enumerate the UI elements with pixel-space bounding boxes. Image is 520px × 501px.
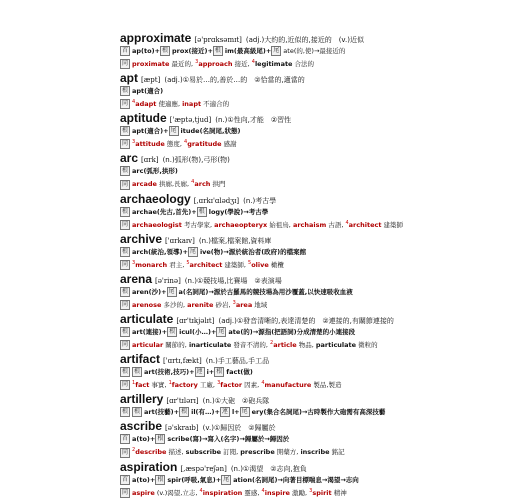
text-segment: aren(沙)+ bbox=[132, 287, 167, 296]
related-word: arenite bbox=[187, 301, 214, 310]
headword: artillery bbox=[120, 392, 164, 407]
headword-line bbox=[120, 193, 420, 207]
headword: approximate bbox=[120, 31, 192, 45]
text-segment: 事實, bbox=[149, 381, 169, 390]
text-segment: fact(做) bbox=[226, 368, 253, 377]
morpheme-icon: 尾 bbox=[170, 127, 177, 135]
row-type-icon: 根 bbox=[121, 368, 128, 376]
dictionary-entry bbox=[120, 461, 420, 499]
related-word: architect bbox=[348, 220, 382, 229]
headword: archive bbox=[120, 231, 163, 246]
row-type-icon: 同 bbox=[121, 341, 128, 349]
dictionary-entry bbox=[120, 152, 420, 190]
row-type-icon: 根 bbox=[121, 408, 128, 416]
related-word: manufacture bbox=[264, 381, 312, 390]
text-segment: il(有…)+ bbox=[191, 408, 220, 417]
text-segment: 建築師 bbox=[381, 220, 404, 229]
text-segment: 合法的 bbox=[292, 60, 315, 69]
dictionary-entry bbox=[120, 420, 420, 458]
text-segment: a(to)+ bbox=[132, 435, 156, 444]
related-word: inspire bbox=[264, 488, 290, 497]
text-segment: 使適應, bbox=[156, 100, 183, 109]
headword: archaeology bbox=[120, 191, 191, 206]
headword: ascribe bbox=[120, 419, 163, 434]
text-segment: 開藥方, bbox=[274, 448, 301, 457]
related-word: inapt bbox=[182, 100, 202, 109]
text-segment: art(連接)+ bbox=[132, 328, 168, 337]
row-type-icon: 根 bbox=[121, 207, 128, 215]
etymology-row bbox=[120, 126, 420, 137]
headword-line bbox=[120, 393, 420, 407]
phonetic: [ə'rinə] bbox=[155, 276, 181, 285]
text-segment: 激勵, bbox=[289, 488, 310, 497]
level-number: 5 bbox=[248, 259, 252, 266]
headword-line bbox=[120, 353, 420, 367]
text-segment: ery(集合名詞尾)→古時製作大砲需有高深技藝 bbox=[251, 408, 386, 417]
definition: (n.)①競技場,比賽場 ②表演場 bbox=[184, 276, 282, 285]
headword-line bbox=[120, 313, 420, 327]
text-segment: ation(名詞尾)→向著目標喘息→渴望→志向 bbox=[233, 475, 359, 484]
etymology-row bbox=[120, 97, 420, 110]
definition: (n.)手工藝品,手工品 bbox=[205, 357, 270, 366]
dictionary-entry bbox=[120, 273, 420, 311]
definition: (adj.)①易於…的,善於…的 ②恰當的,適當的 bbox=[164, 76, 305, 85]
row-type-icon: 根 bbox=[121, 247, 128, 255]
etymology-row bbox=[120, 46, 420, 57]
morpheme-icon: 根 bbox=[198, 207, 205, 215]
text-segment: legitimate bbox=[254, 60, 293, 69]
phonetic: [,æspə'reʃən] bbox=[180, 464, 227, 473]
headword-line bbox=[120, 420, 420, 434]
level-number: 2 bbox=[270, 340, 274, 347]
row-type-icon: 同 bbox=[121, 100, 128, 108]
text-segment: ap(to)+ bbox=[132, 47, 160, 55]
text-segment: 接近, bbox=[232, 60, 252, 69]
related-word: inspiration bbox=[202, 488, 243, 497]
text-segment: itude(名詞尾,狀態) bbox=[180, 127, 241, 136]
level-number: 4 bbox=[261, 487, 265, 494]
definition: (v.)①歸因於 ②歸屬於 bbox=[202, 424, 276, 433]
headword: arena bbox=[120, 271, 153, 286]
etymology-row bbox=[120, 247, 420, 258]
morpheme-icon: 根 bbox=[157, 435, 164, 443]
text-segment: 橄欖 bbox=[268, 260, 284, 269]
phonetic: [ɑr'tɪlərɪ] bbox=[166, 397, 199, 406]
phonetic: [ɑr'tɪkjəlɪt] bbox=[176, 317, 215, 326]
morpheme-icon: 根 bbox=[214, 47, 221, 54]
text-segment: 建築師, bbox=[222, 260, 249, 269]
etymology-row bbox=[120, 218, 420, 231]
text-segment: 態度, bbox=[164, 140, 185, 149]
related-word: archaeologist bbox=[132, 220, 182, 229]
row-type-icon: 同 bbox=[121, 60, 128, 68]
row-type-icon: 同 bbox=[121, 260, 128, 268]
morpheme-icon: 根 bbox=[157, 475, 164, 483]
text-segment: prox(接近)+ bbox=[172, 47, 213, 55]
text-segment: 訂閱, bbox=[221, 448, 241, 457]
related-word: adapt bbox=[135, 100, 157, 109]
text-segment: 君主, bbox=[167, 260, 187, 269]
text-segment: 最近的, bbox=[169, 60, 196, 69]
dictionary-entry bbox=[120, 193, 420, 231]
related-word: fact bbox=[135, 381, 150, 390]
text-segment: apt(適合) bbox=[132, 87, 164, 96]
phonetic: [æpt] bbox=[141, 76, 161, 85]
related-word: factor bbox=[220, 381, 243, 390]
dictionary-entry bbox=[120, 32, 420, 70]
row-type-icon: 同 bbox=[121, 301, 128, 309]
text-segment: art(技術,技巧)+ bbox=[144, 368, 195, 377]
text-segment: 感謝 bbox=[221, 140, 237, 149]
text-segment: arch(統治,領導)+ bbox=[132, 247, 188, 256]
morpheme-icon: 連 bbox=[196, 368, 203, 376]
etymology-row bbox=[120, 287, 420, 298]
text-segment: 描述, bbox=[166, 448, 186, 457]
row-type-icon: 根 bbox=[121, 167, 128, 175]
related-word: proximate bbox=[132, 60, 170, 69]
headword-line bbox=[120, 461, 420, 475]
related-word: factory bbox=[171, 381, 198, 390]
dictionary-entry bbox=[120, 112, 420, 150]
text-segment: 製品,製造 bbox=[311, 381, 342, 390]
dictionary-entry bbox=[120, 393, 420, 418]
etymology-row bbox=[120, 434, 420, 445]
dictionary-entry bbox=[120, 313, 420, 351]
morpheme-icon: 根 bbox=[181, 408, 188, 416]
text-segment: particulate bbox=[315, 341, 357, 350]
morpheme-icon: 尾 bbox=[273, 47, 280, 54]
headword-line bbox=[120, 152, 420, 166]
text-segment: art(技藝)+ bbox=[144, 408, 180, 417]
definition: (n.)檔案,檔案館,資料庫 bbox=[198, 236, 272, 245]
definition: (n.)①大砲 ②砲兵隊 bbox=[202, 397, 270, 406]
text-segment: 發音不清的, bbox=[231, 341, 271, 350]
text-segment: inscribe bbox=[300, 448, 330, 457]
text-segment: archae(先古,首先)+ bbox=[132, 207, 197, 216]
level-number: 3 bbox=[309, 487, 313, 494]
phonetic: ['ɑrkaɪv] bbox=[165, 236, 195, 245]
etymology-row bbox=[120, 57, 420, 70]
morpheme-icon: 根 bbox=[133, 408, 140, 416]
etymology-row bbox=[120, 177, 420, 190]
text-segment: 關節的, bbox=[163, 341, 189, 350]
definition: (n.)考古學 bbox=[243, 196, 277, 205]
row-type-icon: 同 bbox=[121, 448, 128, 456]
row-type-icon: 同 bbox=[121, 220, 128, 228]
text-segment: a(名詞尾)→源於古羅馬的競技場為用沙覆蓋,以快速吸收血液 bbox=[178, 287, 353, 296]
etymology-row bbox=[120, 298, 420, 311]
definition: (n.)弧形(物),弓形(物) bbox=[162, 156, 230, 165]
morpheme-icon: 根 bbox=[161, 47, 168, 54]
level-number: 3 bbox=[232, 299, 236, 306]
text-segment: spir(呼吸,氣息)+ bbox=[167, 475, 222, 484]
dictionary-entry bbox=[120, 72, 420, 110]
morpheme-icon: 尾 bbox=[218, 328, 225, 336]
text-segment: prescribe bbox=[240, 448, 275, 457]
level-number: 4 bbox=[345, 219, 349, 226]
level-number: 4 bbox=[132, 99, 136, 106]
level-number: 4 bbox=[199, 487, 203, 494]
text-segment: 始祖鳥, bbox=[267, 220, 293, 229]
row-type-icon: 根 bbox=[121, 328, 128, 336]
text-segment: 砂岩, bbox=[213, 301, 233, 310]
related-word: spirit bbox=[312, 488, 332, 497]
etymology-row bbox=[120, 338, 420, 351]
text-segment: (v.)渴望,立志, bbox=[154, 488, 200, 497]
row-type-icon: 同 bbox=[121, 180, 128, 188]
row-type-icon: 同 bbox=[121, 381, 128, 389]
headword-line bbox=[120, 233, 420, 247]
related-word: monarch bbox=[135, 260, 168, 269]
etymology-row bbox=[120, 166, 420, 177]
definition: (n.)①性向,才能 ②習性 bbox=[215, 116, 292, 125]
phonetic: ['æptə,tjud] bbox=[169, 116, 212, 125]
related-word: articular bbox=[132, 341, 164, 350]
level-number: 4 bbox=[184, 139, 188, 146]
text-segment: 銘記 bbox=[329, 448, 345, 457]
row-type-icon: 首 bbox=[121, 475, 128, 483]
related-word: architect bbox=[189, 260, 223, 269]
phonetic: [ə'skraɪb] bbox=[165, 424, 199, 433]
row-type-icon: 根 bbox=[121, 287, 128, 295]
etymology-row bbox=[120, 445, 420, 458]
level-number: 4 bbox=[191, 179, 195, 186]
text-segment: 微粒的 bbox=[356, 341, 378, 350]
text-segment: apt(適合)+ bbox=[132, 127, 169, 136]
text-segment: 考古學家, bbox=[181, 220, 215, 229]
related-word: approach bbox=[198, 60, 233, 69]
phonetic: [ɑrk] bbox=[141, 156, 159, 165]
related-word: article bbox=[273, 341, 297, 350]
dictionary-entry bbox=[120, 353, 420, 391]
morpheme-icon: 根 bbox=[169, 328, 176, 336]
level-number: 2 bbox=[132, 447, 136, 454]
related-word: archaeopteryx bbox=[214, 220, 268, 229]
row-type-icon: 同 bbox=[121, 488, 128, 496]
headword: articulate bbox=[120, 312, 174, 327]
headword-line bbox=[120, 32, 420, 46]
related-word: area bbox=[235, 301, 253, 310]
etymology-row bbox=[120, 475, 420, 486]
text-segment: 工廠, bbox=[197, 381, 218, 390]
level-number: 4 bbox=[261, 380, 265, 387]
level-number: 1 bbox=[132, 380, 136, 387]
row-type-icon: 首 bbox=[121, 47, 128, 54]
related-word: olive bbox=[251, 260, 269, 269]
text-segment: i+ bbox=[206, 368, 215, 377]
etymology-row bbox=[120, 367, 420, 378]
text-segment: arc(弧形,拱形) bbox=[132, 167, 178, 176]
text-segment: 多沙的, bbox=[161, 301, 188, 310]
etymology-row bbox=[120, 207, 420, 218]
row-type-icon: 根 bbox=[121, 127, 128, 135]
related-word: archaism bbox=[292, 220, 327, 229]
related-word: describe bbox=[135, 448, 167, 457]
text-segment: scribe(寫)→寫入(名字)→歸屬於→歸因於 bbox=[167, 435, 290, 444]
etymology-row bbox=[120, 86, 420, 97]
row-type-icon: 首 bbox=[121, 435, 128, 443]
level-number: 3 bbox=[132, 259, 136, 266]
text-segment: 拱廊,長廊, bbox=[156, 180, 192, 189]
text-segment: subscribe bbox=[185, 448, 222, 457]
headword: arc bbox=[120, 151, 139, 166]
text-segment: 古語, bbox=[326, 220, 346, 229]
related-word: arch bbox=[194, 180, 211, 189]
headword: aptitude bbox=[120, 111, 167, 126]
etymology-row bbox=[120, 327, 420, 338]
related-word: gratitude bbox=[187, 140, 222, 149]
morpheme-icon: 尾 bbox=[168, 287, 175, 295]
text-segment: 物品, bbox=[296, 341, 316, 350]
definition: (n.)①渴望 ②志向,抱負 bbox=[230, 464, 307, 473]
row-type-icon: 同 bbox=[121, 140, 128, 148]
morpheme-icon: 根 bbox=[216, 368, 223, 376]
text-segment: 拱門 bbox=[210, 180, 226, 189]
headword-line bbox=[120, 72, 420, 86]
etymology-row bbox=[120, 486, 420, 499]
text-segment: ate(的)→源指(把語詞)分成清楚的小連接段 bbox=[228, 328, 356, 337]
text-segment: inarticulate bbox=[188, 341, 232, 350]
text-segment: ate(的,使)→最接近的 bbox=[283, 47, 346, 55]
level-number: 4 bbox=[251, 59, 255, 65]
dictionary-page bbox=[120, 32, 420, 501]
definition: (adj.)大約的,近似的,接近的 (v.)近似 bbox=[245, 36, 364, 44]
headword-line bbox=[120, 112, 420, 126]
morpheme-icon: 尾 bbox=[189, 247, 196, 255]
morpheme-icon: 連 bbox=[221, 408, 228, 416]
phonetic: ['ɑrtɪ,fækt] bbox=[163, 357, 202, 366]
phonetic: [,ɑrkɪ'ɑlədʒɪ] bbox=[193, 196, 240, 205]
text-segment: logy(學說)→考古學 bbox=[208, 207, 269, 216]
level-number: 3 bbox=[217, 380, 221, 387]
text-segment: 因素, bbox=[242, 381, 262, 390]
etymology-row bbox=[120, 137, 420, 150]
level-number: 3 bbox=[132, 139, 136, 146]
text-segment: 精神 bbox=[331, 488, 347, 497]
morpheme-icon: 根 bbox=[133, 368, 140, 376]
text-segment: l+ bbox=[231, 408, 240, 417]
related-word: attitude bbox=[135, 140, 165, 149]
related-word: arenose bbox=[132, 301, 162, 310]
dictionary-entry bbox=[120, 233, 420, 271]
headword: artifact bbox=[120, 352, 161, 367]
headword: aspiration bbox=[120, 459, 178, 474]
level-number: 5 bbox=[186, 259, 190, 266]
text-segment: 不適合的 bbox=[201, 100, 230, 109]
row-type-icon: 根 bbox=[121, 87, 128, 95]
related-word: aspire bbox=[132, 488, 155, 497]
text-segment: icul(小…)+ bbox=[179, 328, 217, 337]
text-segment: a(to)+ bbox=[132, 475, 156, 484]
definition: (adj.)①發音清晰的,表達清楚的 ②連接的,有關節連接的 bbox=[218, 317, 394, 326]
morpheme-icon: 尾 bbox=[241, 408, 248, 416]
text-segment: im(最高級尾)+ bbox=[224, 47, 272, 55]
headword-line bbox=[120, 273, 420, 287]
level-number: 1 bbox=[168, 380, 172, 387]
text-segment: 靈感, bbox=[242, 488, 262, 497]
phonetic: [ə'prɑksəmɪt] bbox=[194, 36, 242, 44]
text-segment: ive(物)→源於統治者(政府)的檔案館 bbox=[199, 247, 307, 256]
related-word: arcade bbox=[132, 180, 157, 189]
headword: apt bbox=[120, 71, 138, 86]
text-segment: 地域 bbox=[252, 301, 268, 310]
level-number: 3 bbox=[195, 59, 199, 65]
etymology-row bbox=[120, 258, 420, 271]
morpheme-icon: 尾 bbox=[223, 475, 230, 483]
etymology-row bbox=[120, 378, 420, 391]
etymology-row bbox=[120, 407, 420, 418]
